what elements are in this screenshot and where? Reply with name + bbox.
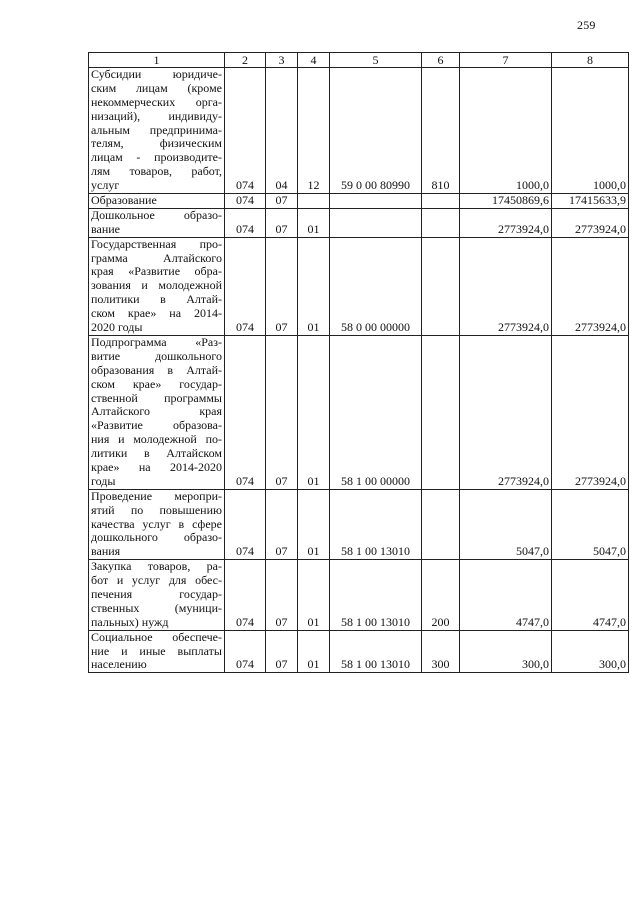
item-name-line: бот и услуг для обес- — [91, 573, 222, 588]
item-name-line: края «Развитие обра- — [91, 264, 222, 279]
expense-type-cell — [422, 208, 460, 237]
amount-col8-cell: 4747,0 — [552, 560, 629, 630]
table-row — [89, 68, 629, 194]
item-name-line: лицам - производите- — [91, 150, 222, 165]
item-name-cell — [89, 335, 225, 489]
header-cell-3: 3 — [266, 53, 298, 68]
item-name-line: Подпрограмма «Раз- — [91, 335, 222, 349]
item-name-cell — [89, 560, 225, 630]
amount-col7-cell: 17450869,6 — [460, 194, 552, 209]
item-name-cell — [89, 194, 225, 209]
item-name-cell — [89, 237, 225, 335]
item-name-line: печения государ- — [91, 586, 222, 601]
subsection-cell: 01 — [298, 237, 330, 335]
item-name-line: Субсидии юридиче- — [91, 67, 222, 81]
item-name-line: ние и иные выплаты — [91, 643, 222, 658]
item-name-line: Социальное обеспече- — [91, 630, 222, 644]
section-cell: 07 — [266, 208, 298, 237]
amount-col7-cell: 5047,0 — [460, 489, 552, 559]
item-name-line: политики в Алтай- — [91, 292, 222, 307]
item-name-line: ском крае» на 2014- — [91, 306, 222, 321]
expense-type-cell — [422, 237, 460, 335]
code-cell: 074 — [225, 489, 266, 559]
amount-col8-cell: 2773924,0 — [552, 335, 629, 489]
expense-type-cell: 300 — [422, 630, 460, 673]
code-cell: 074 — [225, 68, 266, 194]
expense-type-cell: 200 — [422, 560, 460, 630]
item-name-line: низаций), индивиду- — [91, 108, 222, 123]
item-name-line: вания — [91, 544, 121, 559]
section-cell: 04 — [266, 68, 298, 194]
item-name-line: дошкольного образо- — [91, 530, 222, 545]
expense-type-cell — [422, 489, 460, 559]
subsection-cell: 12 — [298, 68, 330, 194]
item-name-line: Алтайского края — [91, 404, 222, 419]
item-name-line: пальных) нужд — [91, 614, 169, 629]
subsection-cell: 01 — [298, 560, 330, 630]
code-cell: 074 — [225, 630, 266, 673]
table-row — [89, 489, 629, 559]
section-cell: 07 — [266, 560, 298, 630]
section-cell: 07 — [266, 630, 298, 673]
item-name-line: ским лицам (кроме — [91, 80, 222, 95]
item-name-line: населению — [91, 657, 147, 672]
item-name-line: некоммерческих орга- — [91, 94, 222, 109]
item-name-line: ственной программы — [91, 390, 222, 405]
item-name-line: литики в Алтайском — [91, 446, 222, 461]
target-code-cell: 58 1 00 00000 — [330, 335, 422, 489]
section-cell: 07 — [266, 335, 298, 489]
item-name-line: ятий по повышению — [91, 502, 222, 517]
item-name-cell — [89, 489, 225, 559]
target-code-cell — [330, 194, 422, 209]
item-name-line: Дошкольное образо- — [91, 208, 222, 222]
code-cell: 074 — [225, 194, 266, 209]
header-cell-1: 1 — [89, 53, 225, 68]
amount-col7-cell: 2773924,0 — [460, 335, 552, 489]
item-name-line: вание — [91, 221, 121, 236]
subsection-cell — [298, 194, 330, 209]
item-name-line: «Развитие образова- — [91, 418, 222, 433]
item-name-line: услуг — [91, 178, 120, 193]
amount-col7-cell: 2773924,0 — [460, 237, 552, 335]
target-code-cell: 58 1 00 13010 — [330, 630, 422, 673]
section-cell: 07 — [266, 489, 298, 559]
code-cell: 074 — [225, 335, 266, 489]
expense-type-cell: 810 — [422, 68, 460, 194]
header-row — [89, 53, 629, 68]
code-cell: 074 — [225, 560, 266, 630]
subsection-cell: 01 — [298, 335, 330, 489]
header-cell-7: 7 — [460, 53, 552, 68]
section-cell: 07 — [266, 194, 298, 209]
amount-col8-cell: 5047,0 — [552, 489, 629, 559]
item-name-line: лям товаров, работ, — [91, 164, 222, 179]
subsection-cell: 01 — [298, 630, 330, 673]
item-name-cell — [89, 68, 225, 194]
page-number: 259 — [577, 18, 596, 32]
amount-col7-cell: 2773924,0 — [460, 208, 552, 237]
code-cell: 074 — [225, 208, 266, 237]
item-name-line: ственных (муници- — [91, 600, 222, 615]
amount-col8-cell: 2773924,0 — [552, 208, 629, 237]
amount-col7-cell: 300,0 — [460, 630, 552, 673]
table-row — [89, 208, 629, 237]
target-code-cell — [330, 208, 422, 237]
item-name-line: телям, физическим — [91, 136, 222, 151]
item-name-line: 2020 годы — [91, 320, 143, 335]
header-cell-8: 8 — [552, 53, 629, 68]
target-code-cell: 58 1 00 13010 — [330, 560, 422, 630]
item-name-line: крае» на 2014-2020 — [91, 459, 222, 474]
table-row — [89, 194, 629, 209]
budget-table — [88, 52, 629, 673]
item-name-line: годы — [91, 473, 116, 488]
item-name-line: Государственная про- — [91, 237, 222, 251]
item-name-line: ском крае» государ- — [91, 376, 222, 391]
subsection-cell: 01 — [298, 208, 330, 237]
target-code-cell: 58 0 00 00000 — [330, 237, 422, 335]
item-name-line: витие дошкольного — [91, 348, 222, 363]
table-row — [89, 237, 629, 335]
table-row — [89, 335, 629, 489]
expense-type-cell — [422, 194, 460, 209]
item-name-line: грамма Алтайского — [91, 250, 222, 265]
header-cell-2: 2 — [225, 53, 266, 68]
amount-col7-cell: 4747,0 — [460, 560, 552, 630]
header-cell-6: 6 — [422, 53, 460, 68]
item-name-line: образования в Алтай- — [91, 362, 222, 377]
subsection-cell: 01 — [298, 489, 330, 559]
item-name-line: Проведение меропри- — [91, 489, 222, 503]
item-name-line: альным предпринима- — [91, 122, 222, 137]
item-name-cell — [89, 630, 225, 673]
amount-col8-cell: 2773924,0 — [552, 237, 629, 335]
item-name-line: Закупка товаров, ра- — [91, 559, 222, 574]
amount-col8-cell: 1000,0 — [552, 68, 629, 194]
target-code-cell: 59 0 00 80990 — [330, 68, 422, 194]
expense-type-cell — [422, 335, 460, 489]
item-name-cell — [89, 208, 225, 237]
code-cell: 074 — [225, 237, 266, 335]
item-name-line: ния и молодежной по- — [91, 432, 222, 447]
header-cell-4: 4 — [298, 53, 330, 68]
amount-col8-cell: 17415633,9 — [552, 194, 629, 209]
table-row — [89, 630, 629, 673]
header-cell-5: 5 — [330, 53, 422, 68]
section-cell: 07 — [266, 237, 298, 335]
target-code-cell: 58 1 00 13010 — [330, 489, 422, 559]
table-row — [89, 560, 629, 630]
item-name-line: зования и молодежной — [91, 278, 222, 293]
item-name-line: Образование — [91, 193, 157, 208]
amount-col7-cell: 1000,0 — [460, 68, 552, 194]
item-name-line: качества услуг в сфере — [91, 516, 222, 531]
amount-col8-cell: 300,0 — [552, 630, 629, 673]
